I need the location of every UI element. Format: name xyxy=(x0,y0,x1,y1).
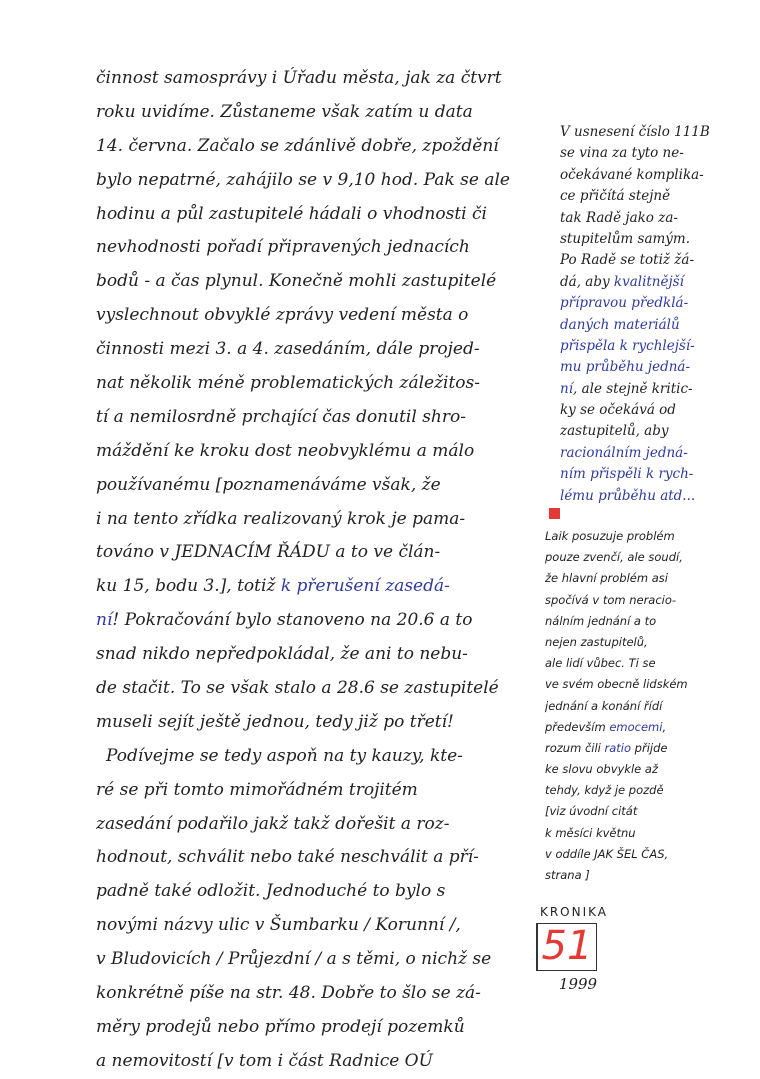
note-line: že hlavní problém asi xyxy=(545,571,668,586)
main-line: činnost samosprávy i Úřadu města, jak za čtvrt xyxy=(96,68,502,88)
note-text-fragment: , xyxy=(662,719,667,734)
side-line-highlight: mu průběhu jedná- xyxy=(560,359,691,376)
main-line-emphasis xyxy=(96,604,536,638)
highlight-emotions: emocemi xyxy=(609,719,663,734)
lay-comment-column xyxy=(545,526,735,886)
note-line: [viz úvodní citát xyxy=(545,804,638,819)
side-line: zastupitelů, aby xyxy=(560,423,669,440)
main-text-fragment: ku 15, bodu 3.], totiž xyxy=(96,576,281,597)
page-number-box xyxy=(536,923,597,971)
side-line: se vina za tyto ne- xyxy=(560,145,684,162)
note-line: k měsíci květnu xyxy=(545,825,636,840)
page-number: 51 xyxy=(541,923,593,969)
side-line: tak Radě jako za- xyxy=(560,209,678,226)
side-line-highlight: daných materiálů xyxy=(560,316,680,333)
main-line: máždění ke kroku dost neobvyklému a málo xyxy=(96,440,475,461)
chronicle-label: KRONIKA xyxy=(539,905,609,919)
main-line: novými názvy ulic v Šumbarku / Korunní /, xyxy=(96,915,461,936)
main-line: bodů - a čas plynul. Konečně mohli zastupitelé xyxy=(96,271,497,292)
main-line: měry prodejů nebo přímo prodejí pozemků xyxy=(96,1016,465,1037)
side-line: ce přičítá stejně xyxy=(560,188,671,205)
note-line: nálním jednání a to xyxy=(545,613,657,628)
main-text-column xyxy=(96,62,536,1079)
note-text-fragment: především xyxy=(545,719,610,734)
side-line-emphasis xyxy=(560,379,735,400)
page-footer xyxy=(520,905,630,1005)
note-line: nejen zastupitelů, xyxy=(545,634,648,649)
note-line: tehdy, když je pozdě xyxy=(545,783,664,798)
side-line-highlight: přispěla k rychlejší- xyxy=(560,337,695,354)
side-line-highlight: racionálním jedná- xyxy=(560,444,688,461)
red-square-marker xyxy=(549,508,560,519)
main-text-fragment: ! Pokračování bylo stanoveno na 20.6 a to xyxy=(112,610,473,631)
main-line: nat několik méně problematických záležitos- xyxy=(96,373,481,394)
highlight-fragment: ní xyxy=(560,380,574,397)
note-text-fragment: rozum čili xyxy=(545,740,605,755)
note-line: ale lidí vůbec. Ti se xyxy=(545,656,656,671)
side-line: stupitelům samým. xyxy=(560,230,691,247)
side-note-column xyxy=(560,122,735,507)
main-line: hodnout, schválit nebo také neschválit a pří- xyxy=(96,847,479,868)
note-line: ke slovu obvykle až xyxy=(545,762,658,777)
main-line: padně také odložit. Jednoduché to bylo s xyxy=(96,881,446,902)
main-line: museli sejít ještě jednou, tedy již po třetí! xyxy=(96,711,454,732)
main-line: roku uvidíme. Zůstaneme však zatím u data xyxy=(96,101,473,122)
main-line: v Bludovicích / Průjezdní / a s těmi, o nichž se xyxy=(96,949,492,970)
side-line-highlight: ním přispěli k rych- xyxy=(560,466,694,483)
note-text-fragment: přijde xyxy=(631,740,668,755)
main-line: ré se při tomto mimořádném trojitém xyxy=(96,779,418,800)
note-line-emphasis xyxy=(545,738,735,759)
note-line-emphasis xyxy=(545,717,735,738)
note-line: Laik posuzuje problém xyxy=(545,529,675,543)
note-line: jednání a konání řídí xyxy=(545,698,663,713)
note-line: ve svém obecně lidském xyxy=(545,677,688,692)
main-line: zasedání podařilo jakž takž dořešit a roz- xyxy=(96,813,450,834)
main-line-emphasis xyxy=(96,570,536,604)
main-line: de stačit. To se však stalo a 28.6 se zastupitelé xyxy=(96,678,499,699)
highlight-adjournment: k přerušení zasedá- xyxy=(280,576,450,597)
highlight-adjournment-end: ní xyxy=(96,610,113,631)
note-line: pouze zvenčí, ale soudí, xyxy=(545,550,683,565)
side-text-fragment: , ale stejně kritic- xyxy=(573,380,693,397)
side-line: ky se očekává od xyxy=(560,402,676,419)
note-line: strana ] xyxy=(545,868,590,882)
main-line: tí a nemilosrdně prchající čas donutil shro- xyxy=(96,406,466,427)
main-line: továno v JEDNACÍM ŘÁDU a to ve člán- xyxy=(96,542,441,563)
main-line: hodinu a půl zastupitelé hádali o vhodnosti či xyxy=(96,203,487,224)
side-line: očekávané komplika- xyxy=(560,166,704,183)
chronicle-year: 1999 xyxy=(558,975,598,993)
side-line: Po Radě se totiž žá- xyxy=(560,252,695,269)
side-line-highlight: lému průběhu atd... xyxy=(560,487,696,504)
highlight-quality: kvalitnější xyxy=(613,273,684,290)
side-line: V usnesení číslo 111B xyxy=(560,124,710,140)
side-line-emphasis xyxy=(560,272,735,293)
note-line: spočívá v tom neracio- xyxy=(545,592,677,607)
main-line: a nemovitostí [v tom i část Radnice OÚ xyxy=(96,1050,433,1071)
side-line-highlight: přípravou předklá- xyxy=(560,295,689,312)
main-line: i na tento zřídka realizovaný krok je pama- xyxy=(96,508,466,529)
main-line: nevhodnosti pořadí připravených jednacích xyxy=(96,237,470,258)
main-line: používanému [poznamenáváme však, že xyxy=(96,474,441,495)
main-line: 14. června. Začalo se zdánlivě dobře, zpoždění xyxy=(96,135,499,156)
side-text-fragment: dá, aby xyxy=(560,273,614,290)
main-line: vyslechnout obvyklé zprávy vedení města o xyxy=(96,305,469,326)
main-line: Podívejme se tedy aspoň na ty kauzy, kte- xyxy=(106,745,463,766)
main-line: bylo nepatrné, zahájilo se v 9,10 hod. Pak se ale xyxy=(96,169,510,190)
note-line: v oddíle JAK ŠEL ČAS, xyxy=(545,846,669,861)
highlight-ratio: ratio xyxy=(604,740,632,755)
main-line: činnosti mezi 3. a 4. zasedáním, dále projed- xyxy=(96,339,480,360)
main-line: snad nikdo nepředpokládal, že ani to nebu- xyxy=(96,644,468,665)
main-line: konkrétně píše na str. 48. Dobře to šlo se zá- xyxy=(96,983,481,1004)
